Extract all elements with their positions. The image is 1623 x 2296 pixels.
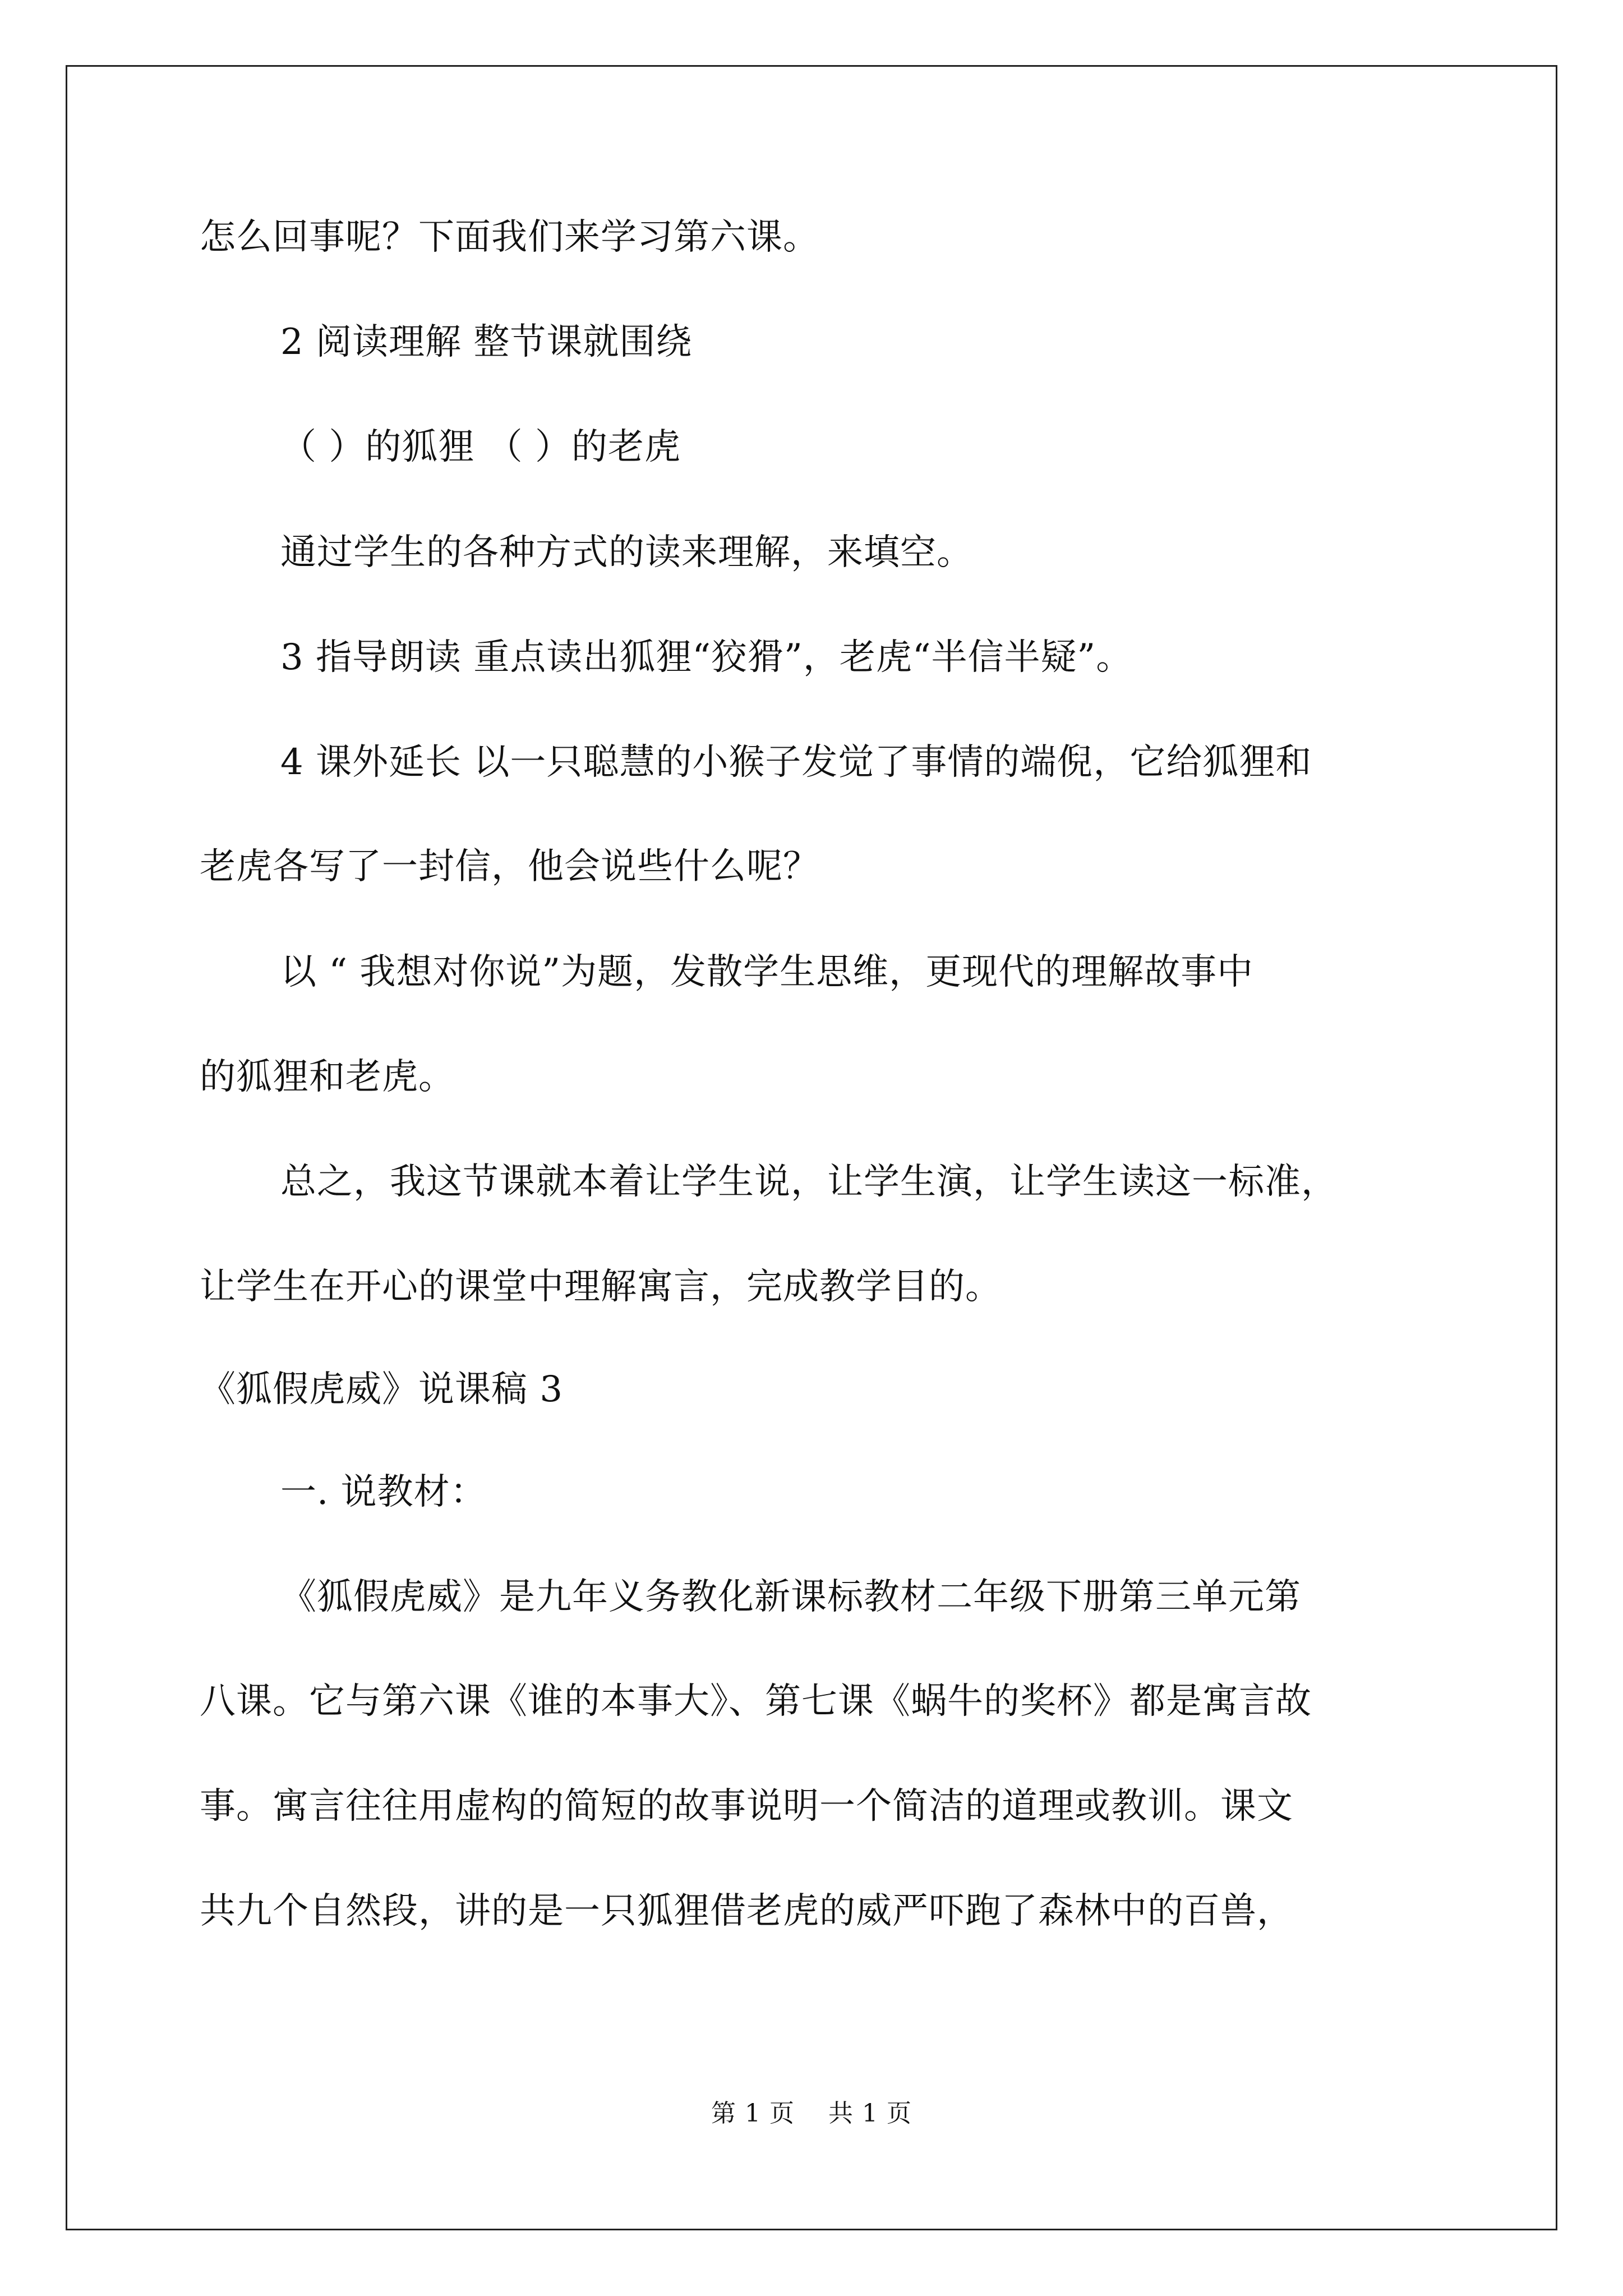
paragraph-line-13: 一. 说教材： — [280, 1471, 487, 1513]
paragraph-line-16: 事。寓言往往用虚构的简短的故事说明一个简洁的道理或教训。课文 — [200, 1786, 1293, 1827]
section-title: 《狐假虎威》说课稿 3 — [200, 1369, 564, 1410]
paragraph-line-7: 老虎各写了一封信，他会说些什么呢？ — [200, 846, 819, 887]
paragraph-line-10: 总之，我这节课就本着让学生说，让学生演，让学生读这一标准， — [280, 1161, 1338, 1203]
paragraph-line-4: 通过学生的各种方式的读来理解，来填空。 — [280, 532, 973, 573]
paragraph-line-9: 的狐狸和老虎。 — [200, 1056, 455, 1098]
paragraph-line-6: 4 课外延长 以一只聪慧的小猴子发觉了事情的端倪，它给狐狸和 — [280, 742, 1312, 783]
paragraph-line-5: 3 指导朗读 重点读出狐狸“狡猾”，老虎“半信半疑”。 — [280, 637, 1133, 678]
paragraph-line-8: 以 “ 我想对你说”为题，发散学生思维，更现代的理解故事中 — [280, 951, 1254, 993]
page-number-footer: 第 1 页 共 1 页 — [711, 2099, 912, 2128]
paragraph-line-15: 八课。它与第六课《谁的本事大》、第七课《蜗牛的奖杯》都是寓言故 — [200, 1681, 1312, 1722]
paragraph-line-14: 《狐假虎威》是九年义务教化新课标教材二年级下册第三单元第 — [280, 1576, 1301, 1618]
paragraph-line-2: 2 阅读理解 整节课就围绕 — [280, 321, 693, 363]
paragraph-line-3: （ ）的狐狸 （ ）的老虎 — [280, 426, 681, 468]
paragraph-line-11: 让学生在开心的课堂中理解寓言，完成教学目的。 — [200, 1266, 1002, 1308]
paragraph-line-1: 怎么回事呢？下面我们来学习第六课。 — [200, 217, 819, 258]
paragraph-line-17: 共九个自然段，讲的是一只狐狸借老虎的威严吓跑了森林中的百兽， — [200, 1890, 1293, 1932]
